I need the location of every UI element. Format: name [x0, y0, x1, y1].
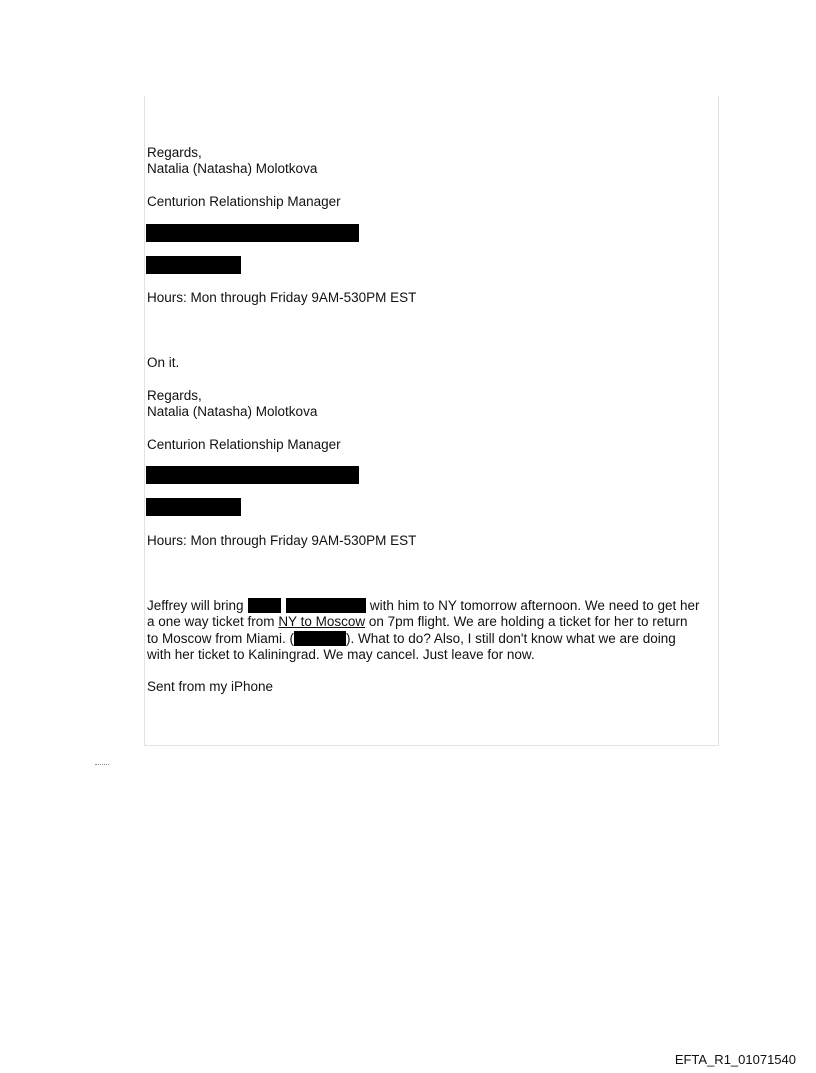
message-text: with her ticket to Kaliningrad. We may cancel. Just leave for now. [147, 646, 535, 662]
original-message-body [147, 598, 700, 663]
redaction-box [146, 224, 359, 242]
signature-1-closing: Regards, [147, 145, 202, 160]
signature-1-hours: Hours: Mon through Friday 9AM-530PM EST [147, 290, 417, 305]
signature-2-name: Natalia (Natasha) Molotkova [147, 404, 318, 419]
message-line [147, 598, 700, 614]
message-text: Jeffrey will bring [147, 598, 244, 613]
signature-1-name: Natalia (Natasha) Molotkova [147, 161, 318, 176]
redaction-box [286, 598, 366, 613]
page-mark [95, 760, 109, 765]
redaction-box [248, 598, 281, 613]
message-line [147, 614, 700, 630]
bates-number: EFTA_R1_01071540 [674, 1052, 796, 1067]
redaction-box [146, 466, 359, 484]
sent-from-signature: Sent from my iPhone [147, 679, 274, 694]
signature-2-title: Centurion Relationship Manager [147, 437, 341, 452]
signature-2-hours: Hours: Mon through Friday 9AM-530PM EST [147, 533, 417, 548]
redaction-box [294, 631, 346, 646]
message-text: on 7pm flight. We are holding a ticket for her to return [365, 614, 688, 630]
signature-1-title: Centurion Relationship Manager [147, 194, 341, 209]
underlined-text: NY to Moscow [278, 614, 366, 630]
message-text: ). What to do? Also, I still don't know what we are doing [346, 630, 676, 646]
reply-body: On it. [147, 355, 180, 370]
redaction-box [146, 498, 241, 516]
message-line [147, 631, 700, 647]
signature-2-closing: Regards, [147, 388, 202, 403]
redaction-box [146, 256, 241, 274]
message-line [147, 647, 700, 663]
message-text: a one way ticket from [147, 614, 279, 630]
message-text: to Moscow from Miami. ( [147, 630, 295, 646]
message-text: with him to NY tomorrow afternoon. We need to get her [369, 598, 700, 613]
